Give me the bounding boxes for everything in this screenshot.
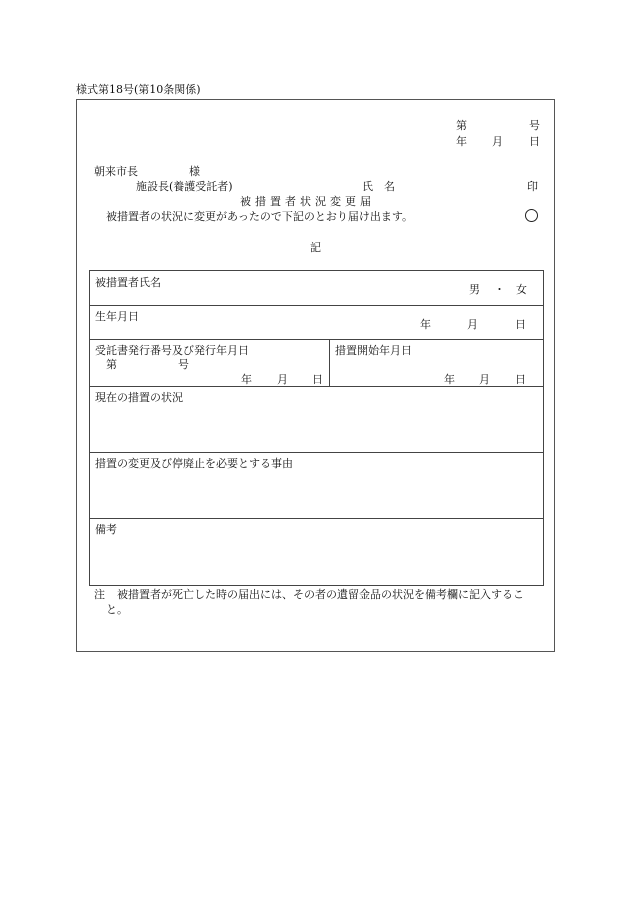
consignment-label: 受託書発行番号及び発行年月日 bbox=[95, 344, 249, 357]
start-day: 日 bbox=[515, 373, 526, 386]
header-go: 号 bbox=[529, 119, 540, 132]
ki-label: 記 bbox=[310, 241, 321, 254]
birth-year: 年 bbox=[420, 318, 431, 331]
consignment-day: 日 bbox=[312, 373, 323, 386]
table-column-divider bbox=[329, 339, 330, 386]
start-month: 月 bbox=[479, 373, 490, 386]
applicant-name-label: 氏 名 bbox=[362, 180, 395, 193]
consignment-month: 月 bbox=[277, 373, 288, 386]
table-divider bbox=[90, 305, 543, 306]
table-divider bbox=[90, 452, 543, 453]
intro-text: 被措置者の状況に変更があったので下記のとおり届け出ます。 bbox=[106, 210, 414, 223]
header-dai: 第 bbox=[456, 119, 467, 132]
remarks-label: 備考 bbox=[95, 523, 117, 536]
record-table bbox=[89, 270, 544, 586]
header-day: 日 bbox=[529, 135, 540, 148]
seal-circle-icon bbox=[525, 209, 538, 222]
seal-mark: 印 bbox=[527, 180, 538, 193]
header-year: 年 bbox=[456, 135, 467, 148]
birth-date-label: 生年月日 bbox=[95, 310, 139, 323]
note-line-1: 被措置者が死亡した時の届出には、その者の遺留金品の状況を備考欄に記入するこ bbox=[117, 588, 524, 601]
header-month: 月 bbox=[492, 135, 503, 148]
birth-day: 日 bbox=[515, 318, 526, 331]
note-line-2: と。 bbox=[106, 603, 128, 616]
change-reason-label: 措置の変更及び停廃止を必要とする事由 bbox=[95, 457, 293, 470]
gender-female[interactable]: 女 bbox=[516, 283, 527, 296]
note-prefix: 注 bbox=[94, 588, 105, 601]
birth-month: 月 bbox=[467, 318, 478, 331]
gender-dot: ・ bbox=[494, 283, 505, 296]
consignment-year: 年 bbox=[241, 373, 252, 386]
table-divider bbox=[90, 518, 543, 519]
form-number-label: 様式第18号(第10条関係) bbox=[76, 83, 201, 96]
table-divider bbox=[90, 339, 543, 340]
consignment-dai: 第 bbox=[106, 358, 117, 371]
start-year: 年 bbox=[444, 373, 455, 386]
form-title: 被措置者状況変更届 bbox=[240, 195, 375, 208]
start-date-label: 措置開始年月日 bbox=[335, 344, 412, 357]
addressee-mayor: 朝来市長 bbox=[94, 165, 138, 178]
facility-head-label: 施設長(養護受託者) bbox=[136, 180, 233, 193]
consignment-go: 号 bbox=[178, 358, 189, 371]
person-name-label: 被措置者氏名 bbox=[95, 276, 161, 289]
addressee-sama: 様 bbox=[189, 165, 200, 178]
gender-male[interactable]: 男 bbox=[469, 283, 480, 296]
current-status-label: 現在の措置の状況 bbox=[95, 391, 183, 404]
